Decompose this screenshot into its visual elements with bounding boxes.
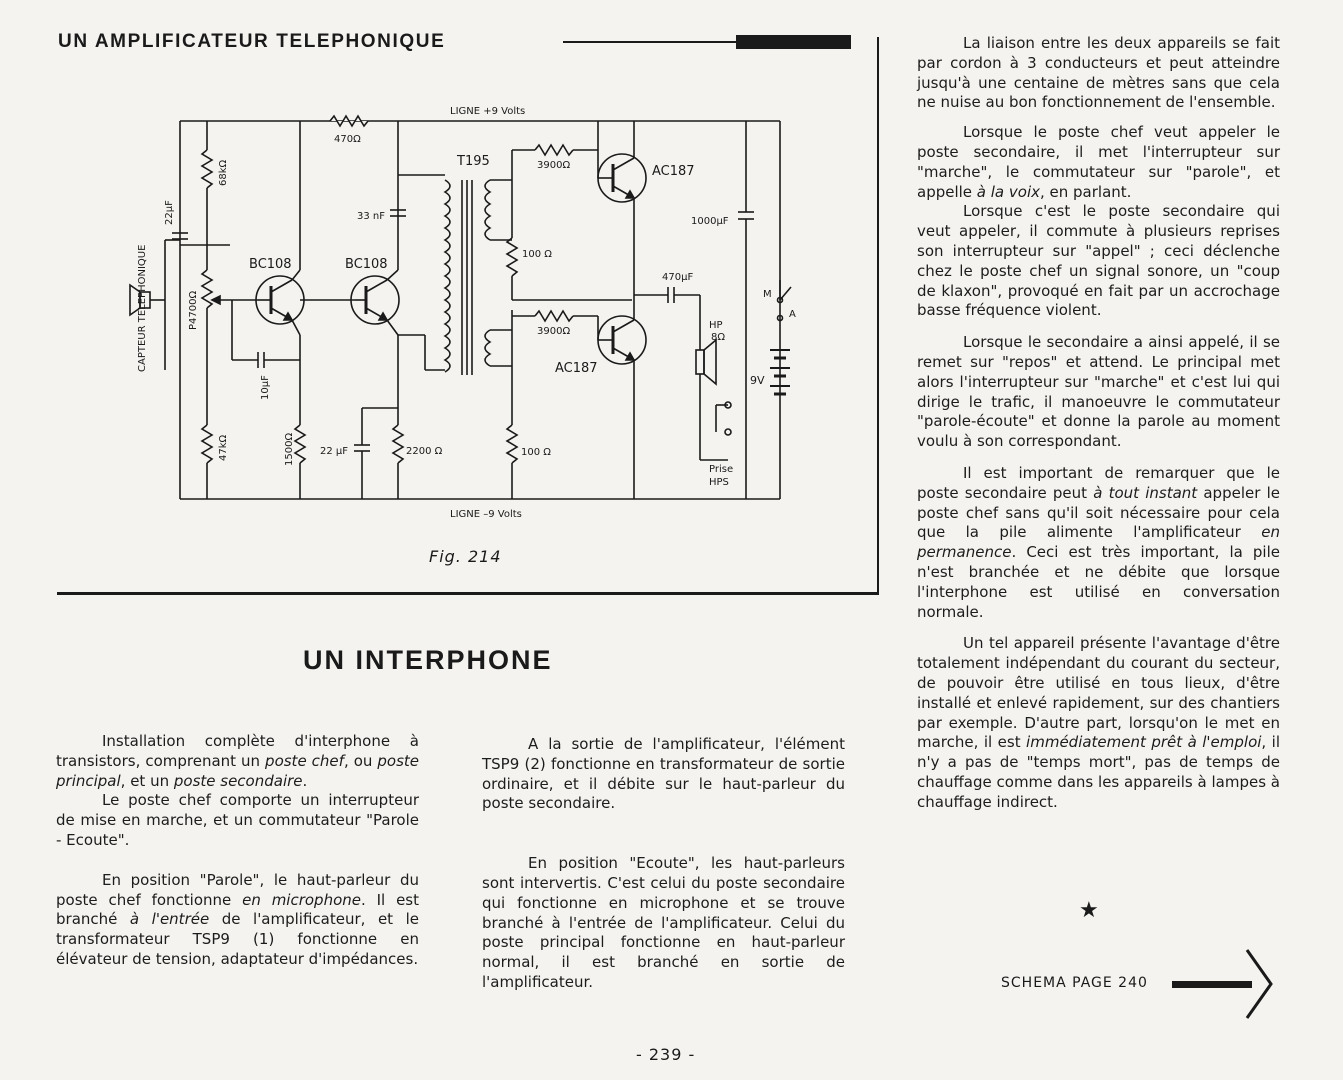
- star-ornament: ★: [1079, 898, 1099, 923]
- heading-rule-thick: [736, 35, 851, 49]
- label-ac187-1: AC187: [652, 164, 695, 179]
- label-bc108-2: BC108: [345, 257, 388, 272]
- paragraph: Un tel appareil présente l'avantage d'être totalement indépendant du courant du secteur, de pouvoir être utilisé en tous lieux, d'être installé et enlevé rapidement, sur des chantiers par exemple. D'autre part, lorsqu'on le met en marche, il est immédiatement prêt à l'emploi, il n'y a pas de "temps mort", pas de temps de chauffage comme dans les appareils à lampes à chauffage indirect.: [917, 634, 1280, 811]
- paragraph: La liaison entre les deux appareils se fait par cordon à 3 conducteurs et peut atteindre jusqu'à une centaine de mètres sans que cela ne nuise au bon fonctionnement de l'ensemble.: [917, 34, 1280, 112]
- middle-column: [482, 735, 845, 993]
- label-ac187-2: AC187: [555, 361, 598, 376]
- label-r68k: 68kΩ: [218, 159, 229, 186]
- label-c33n: 33 nF: [357, 211, 385, 222]
- label-switch-m: M: [763, 289, 772, 300]
- heading-rule-thin: [563, 41, 738, 43]
- label-c470: 470μF: [662, 272, 694, 283]
- figure-box-bottom-border: [57, 592, 879, 595]
- right-column: [917, 34, 1280, 812]
- label-c1000: 1000μF: [691, 216, 729, 227]
- label-r100a: 100 Ω: [522, 249, 552, 260]
- label-c10: 10μF: [260, 375, 271, 400]
- label-switch-a: A: [789, 309, 796, 320]
- paragraph: Lorsque c'est le poste secondaire qui veut appeler, il commute à plusieurs reprises son interrupteur sur "appel" ; ceci déclenche chez le poste chef un signal sonore, un "coup de klaxon", provoqué en fait par un accrochage basse fréquence violent.: [917, 202, 1280, 320]
- label-ligne-minus: LIGNE –9 Volts: [450, 509, 522, 520]
- label-c22: 22μF: [164, 200, 175, 225]
- paragraph: Le poste chef comporte un interrupteur de mise en marche, et un commutateur "Parole - Ecoute".: [56, 791, 419, 849]
- label-p4700: P4700Ω: [188, 290, 199, 330]
- paragraph: A la sortie de l'amplificateur, l'élément TSP9 (2) fonctionne en transformateur de sortie ordinaire, et il débite sur le haut-parleur du poste secondaire.: [482, 735, 845, 813]
- label-r47k: 47kΩ: [218, 434, 229, 461]
- paragraph: Lorsque le poste chef veut appeler le poste secondaire, il met l'interrupteur sur "marche", le commutateur sur "parole", et appelle à la voix, en parlant.: [917, 123, 1280, 201]
- label-capteur: CAPTEUR TELEPHONIQUE: [137, 244, 148, 372]
- label-r2200: 2200 Ω: [406, 446, 443, 457]
- label-prise: Prise: [709, 464, 734, 475]
- label-r100b: 100 Ω: [521, 447, 551, 458]
- label-hp-imp: 8Ω: [711, 332, 726, 343]
- paragraph: En position "Parole", le haut-parleur du poste chef fonctionne en microphone. Il est branché à l'entrée de l'amplificateur, et le transformateur TSP9 (1) fonctionne en élévateur de tension, adaptateur d'impédances.: [56, 870, 419, 968]
- page-number: - 239 -: [636, 1045, 696, 1064]
- left-column: [56, 732, 419, 970]
- figure-box-right-border: [877, 37, 879, 595]
- figure-caption: Fig. 214: [429, 547, 502, 566]
- amplifier-schematic: [110, 95, 840, 525]
- label-ligne-plus: LIGNE +9 Volts: [450, 106, 526, 117]
- paragraph: Il est important de remarquer que le poste secondaire peut à tout instant appeler le poste chef sans qu'il soit nécessaire pour cela que la pile alimente l'amplificateur en permanence. Ceci est très important, la pile n'est branchée et ne débite que lorsque l'interphone est utilisé en conversation normale.: [917, 463, 1280, 621]
- paragraph: Installation complète d'interphone à transistors, comprenant un poste chef, ou poste principal, et un poste secondaire.: [56, 732, 419, 790]
- transformer-t195: [445, 180, 490, 375]
- schema-reference-bar: [1172, 981, 1252, 988]
- label-hp: HP: [709, 320, 723, 331]
- label-c22b: 22 μF: [320, 446, 349, 457]
- label-t195: T195: [457, 154, 490, 169]
- label-r470: 470Ω: [334, 134, 361, 145]
- label-r3900b: 3900Ω: [537, 326, 571, 337]
- label-r3900a: 3900Ω: [537, 160, 571, 171]
- schema-arrow-icon: [1245, 948, 1275, 1020]
- label-battery: 9V: [750, 374, 765, 387]
- label-hps: HPS: [709, 477, 729, 488]
- article-title: UN INTERPHONE: [303, 645, 553, 675]
- figure-section-heading: UN AMPLIFICATEUR TELEPHONIQUE: [58, 31, 446, 52]
- label-r1500: 1500Ω: [284, 432, 295, 466]
- paragraph: Lorsque le secondaire a ainsi appelé, il se remet sur "repos" et attend. Le principal met alors l'interrupteur sur "marche" et c'est lui qui dirige le trafic, il manoeuvre le commutateur "parole-écoute" et donne la parole au moment voulu à son correspondant.: [917, 333, 1280, 451]
- label-bc108-1: BC108: [249, 257, 292, 272]
- schema-reference: SCHEMA PAGE 240: [1001, 975, 1148, 991]
- paragraph: En position "Ecoute", les haut-parleurs sont intervertis. C'est celui du poste secondaire qui fonctionne en microphone et se trouve branché à l'entrée de l'amplificateur. Celui du poste principal fonctionne en haut-parleur normal, il est branché en sortie de l'amplificateur.: [482, 854, 845, 991]
- speaker-hp: [696, 350, 704, 374]
